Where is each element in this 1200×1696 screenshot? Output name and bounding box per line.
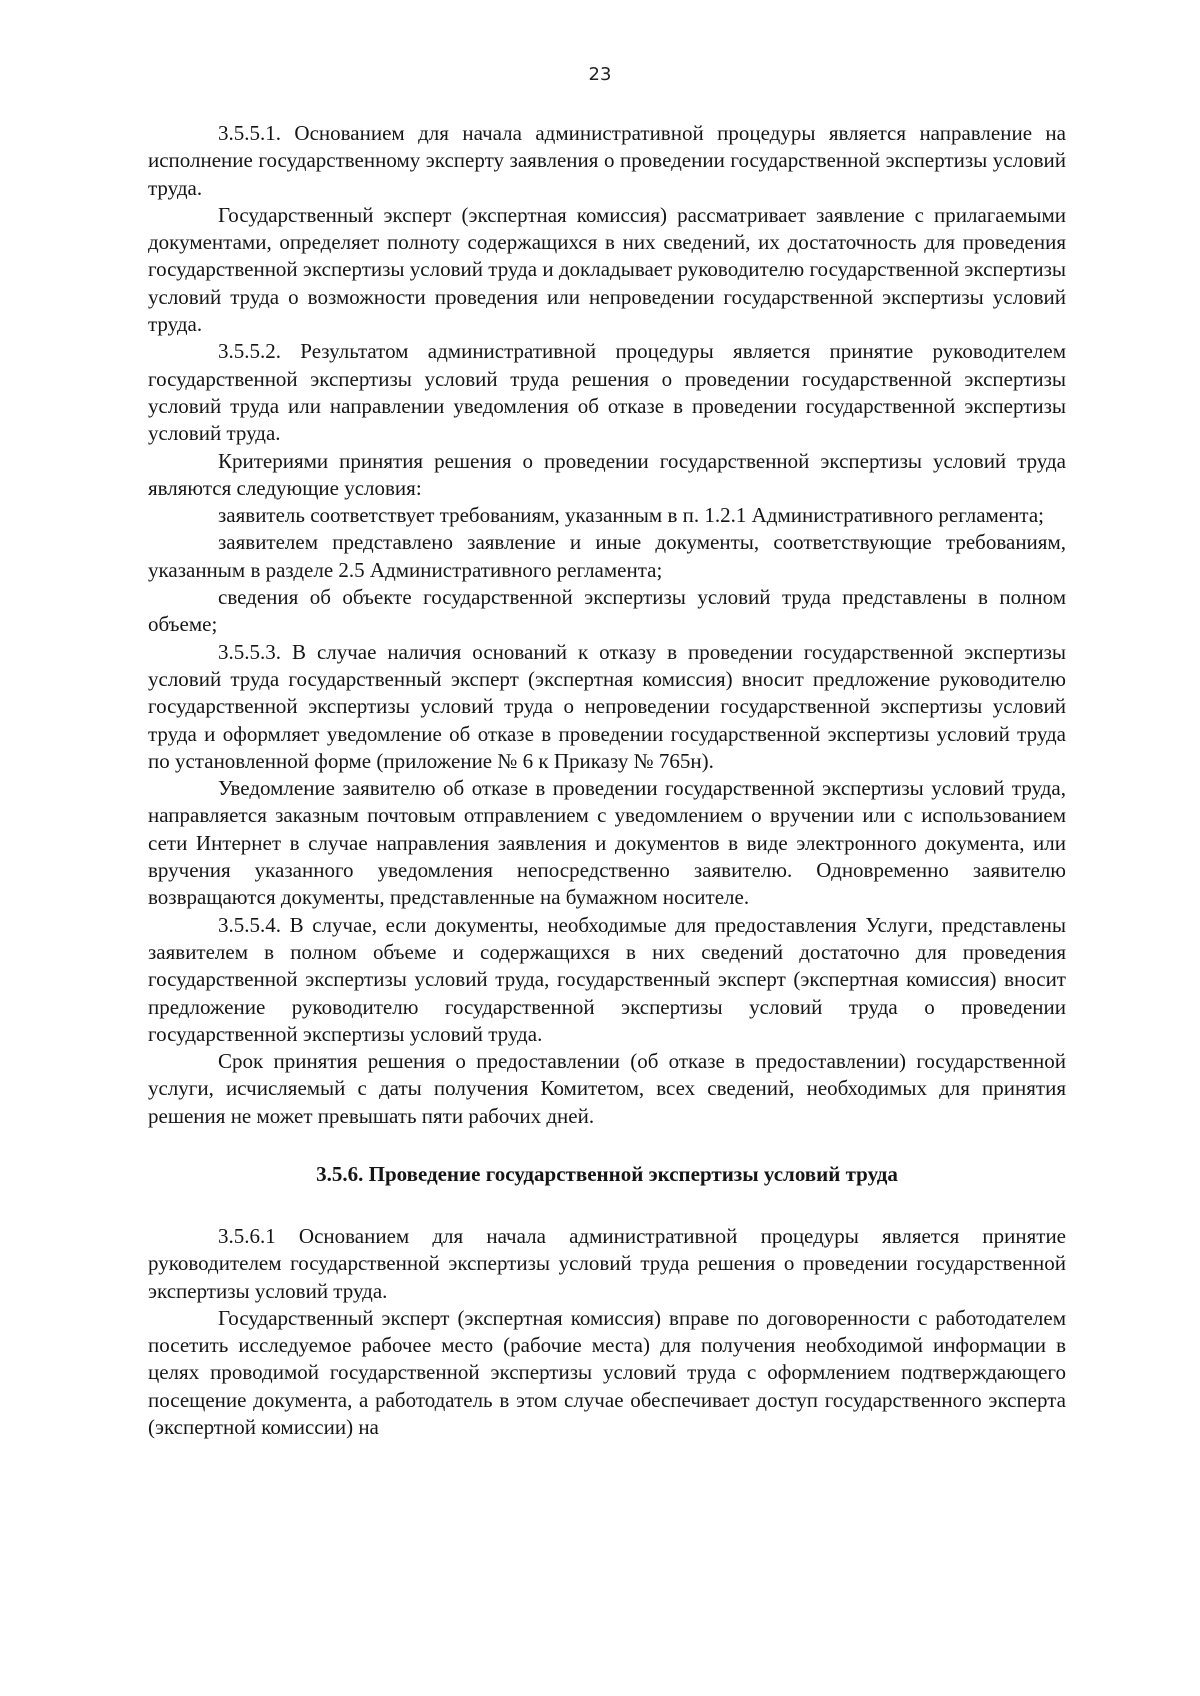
paragraph-expert-review: Государственный эксперт (экспертная комиссия) рассматривает заявление с прилагаемыми документами, определяет полноту содержащихся в них сведений, их достаточность для проведения государственной экспертизы условий труда и докладывает руководителю государственной экспертизы условий труда о возможности проведения или непроведении государственной экспертизы условий труда. xyxy=(148,202,1066,337)
criterion-object-information: сведения об объекте государственной экспертизы условий труда представлены в полном объеме; xyxy=(148,585,1066,637)
section-heading-3-5-6: 3.5.6. Проведение государственной экспертизы условий труда xyxy=(316,1161,898,1186)
paragraph-decision-deadline: Срок принятия решения о предоставлении (об отказе в предоставлении) государственной услуги, исчисляемый с даты получения Комитетом, всех сведений, необходимых для принятия решения не может превышать пяти рабочих дней. xyxy=(148,1049,1066,1128)
paragraph-3-5-5-1: 3.5.5.1. Основанием для начала административной процедуры является направление на исполнение государственному эксперту заявления о проведении государственной экспертизы условий труда. xyxy=(148,121,1066,200)
document-body xyxy=(148,120,1066,1441)
paragraph-workplace-visit: Государственный эксперт (экспертная комиссия) вправе по договоренности с работодателем посетить исследуемое рабочее место (рабочие места) для получения необходимой информации в целях проводимой государственной экспертизы условий труда с оформлением подтверждающего посещение документа, а работодатель в этом случае обеспечивает доступ государственного эксперта (экспертной комиссии) на xyxy=(148,1305,1066,1440)
paragraph-decision-criteria: Критериями принятия решения о проведении государственной экспертизы условий труда являются следующие условия: xyxy=(148,448,1066,500)
paragraph-refusal-notice: Уведомление заявителю об отказе в проведении государственной экспертизы условий труда, направляется заказным почтовым отправлением с уведомлением о вручении или с использованием сети Интернет в случае направления заявления и документов в виде электронного документа, или вручения указанного уведомления непосредственно заявителю. Одновременно заявителю возвращаются документы, представленные на бумажном носителе. xyxy=(148,776,1066,910)
criterion-documents-submitted: заявителем представлено заявление и иные документы, соответствующие требованиям, указанным в разделе 2.5 Административного регламента; xyxy=(148,530,1066,582)
paragraph-3-5-6-1: 3.5.6.1 Основанием для начала административной процедуры является принятие руководителем государственной экспертизы условий труда решения о проведении государственной экспертизы условий труда. xyxy=(148,1223,1066,1303)
page-number: 23 xyxy=(588,64,612,85)
paragraph-3-5-5-4: 3.5.5.4. В случае, если документы, необходимые для предоставления Услуги, представлены заявителем в полном объеме и содержащихся в них сведений достаточно для проведения государственной экспертизы условий труда, государственный эксперт (экспертная комиссия) вносит предложение руководителю государственной экспертизы условий труда о проведении государственной экспертизы условий труда. xyxy=(148,912,1066,1046)
paragraph-3-5-5-3: 3.5.5.3. В случае наличия оснований к отказу в проведении государственной экспертизы условий труда государственный эксперт (экспертная комиссия) вносит предложение руководителю государственной экспертизы условий труда о непроведении государственной экспертизы условий труда и оформляет уведомление об отказе в проведении государственной экспертизы условий труда по установленной форме (приложение № 6 к Приказу № 765н). xyxy=(148,639,1066,773)
criterion-applicant-requirements: заявитель соответствует требованиям, указанным в п. 1.2.1 Административного регламента; xyxy=(218,503,1044,528)
paragraph-3-5-5-2: 3.5.5.2. Результатом административной процедуры является принятие руководителем государственной экспертизы условий труда решения о проведении государственной экспертизы условий труда или направлении уведомления об отказе в проведении государственной экспертизы условий труда. xyxy=(148,339,1066,446)
